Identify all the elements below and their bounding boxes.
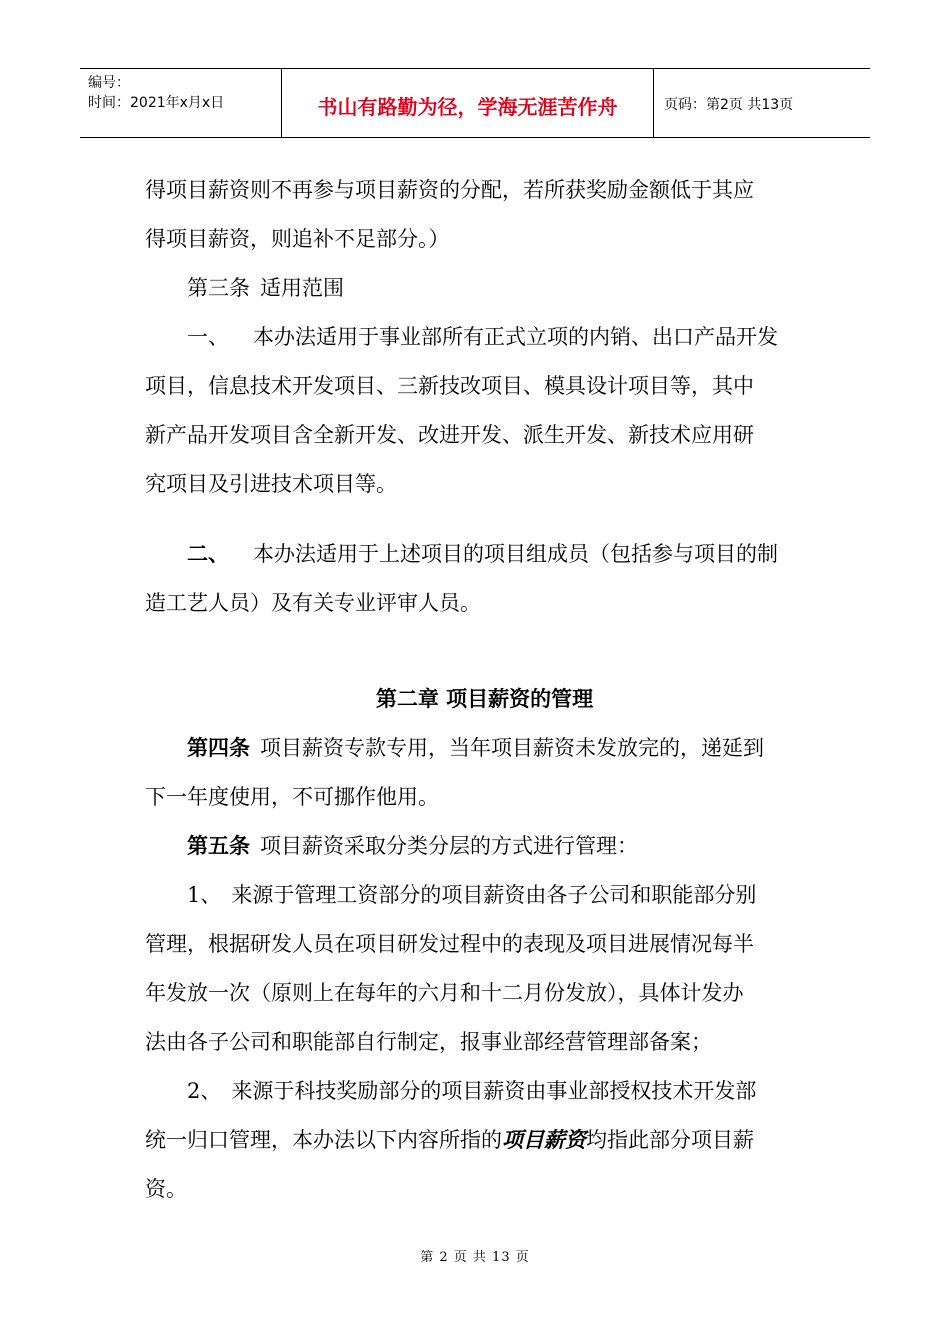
- header-meta-cell: [80, 69, 282, 137]
- section-2-text: 本办法适用于上述项目的项目组成员（包括参与项目的制: [253, 542, 778, 566]
- paragraph-line: 得项目薪资，则追补不足部分。）: [145, 227, 450, 251]
- paragraph-line: 造工艺人员）及有关专业评审人员。: [145, 591, 481, 615]
- paragraph-line: 下一年度使用，不可挪作他用。: [145, 785, 439, 809]
- paragraph-line: 得项目薪资则不再参与项目薪资的分配，若所获奖励金额低于其应: [145, 178, 754, 202]
- article-5-label: 第五条: [187, 834, 250, 858]
- article-4-line: [145, 724, 810, 773]
- paragraph-gap: [145, 509, 810, 530]
- paragraph-line: 究项目及引进技术项目等。: [145, 472, 397, 496]
- paragraph-line: 项目，信息技术开发项目、三新技改项目、模具设计项目等，其中: [145, 374, 754, 398]
- item-2-number: 2、: [187, 1079, 222, 1103]
- paragraph-line: 资。: [145, 1177, 187, 1201]
- item-2-line: [145, 1067, 810, 1116]
- paragraph-line: 年发放一次（原则上在每年的六月和十二月份发放），具体计发办: [145, 981, 744, 1005]
- paragraph-line: 管理，根据研发人员在项目研发过程中的表现及项目进展情况每半: [145, 932, 754, 956]
- document-date: 时间：2021年x月x日: [88, 95, 225, 111]
- header-motto: 书山有路勤为径，学海无涯苦作舟: [282, 69, 654, 137]
- page-footer: 第 2 页 共 13 页: [420, 1250, 530, 1265]
- item-2-text-post: 均指此部分项目薪: [586, 1128, 754, 1152]
- header-page-info: 页码：第2页 共13页: [664, 97, 794, 113]
- page-header: [80, 68, 870, 138]
- section-gap: [145, 628, 810, 675]
- article-3-title: 适用范围: [260, 276, 344, 300]
- article-3-label: 第三条: [187, 276, 250, 300]
- chapter-2-heading: 第二章 项目薪资的管理: [375, 687, 594, 711]
- article-5-line: [145, 822, 810, 871]
- article-4-text: 项目薪资专款专用，当年项目薪资未发放完的，递延到: [260, 736, 764, 760]
- article-4-label: 第四条: [187, 736, 250, 760]
- article-3-heading: [145, 264, 810, 313]
- document-body: [145, 166, 810, 1214]
- article-5-text: 项目薪资采取分类分层的方式进行管理：: [260, 834, 638, 858]
- item-1-line: [145, 871, 810, 920]
- paragraph-line: 新产品开发项目含全新开发、改进开发、派生开发、新技术应用研: [145, 423, 754, 447]
- item-1-text: 来源于管理工资部分的项目薪资由各子公司和职能部分别: [231, 883, 757, 907]
- section-1-line: [145, 313, 810, 362]
- document-number-label: 编号：: [88, 75, 130, 91]
- section-2-number: 二、: [187, 542, 229, 566]
- item-2-text-pre: 统一归口管理，本办法以下内容所指的: [145, 1128, 502, 1152]
- emphasized-term: 项目薪资: [502, 1128, 586, 1152]
- section-1-text: 本办法适用于事业部所有正式立项的内销、出口产品开发: [253, 325, 778, 349]
- paragraph-line: 法由各子公司和职能部自行制定，报事业部经营管理部备案；: [145, 1030, 712, 1054]
- section-2-line: [145, 530, 810, 579]
- paragraph-line: [145, 1116, 810, 1165]
- item-1-number: 1、: [187, 883, 222, 907]
- section-1-number: 一、: [187, 325, 229, 349]
- item-2-text: 来源于科技奖励部分的项目薪资由事业部授权技术开发部: [231, 1079, 757, 1103]
